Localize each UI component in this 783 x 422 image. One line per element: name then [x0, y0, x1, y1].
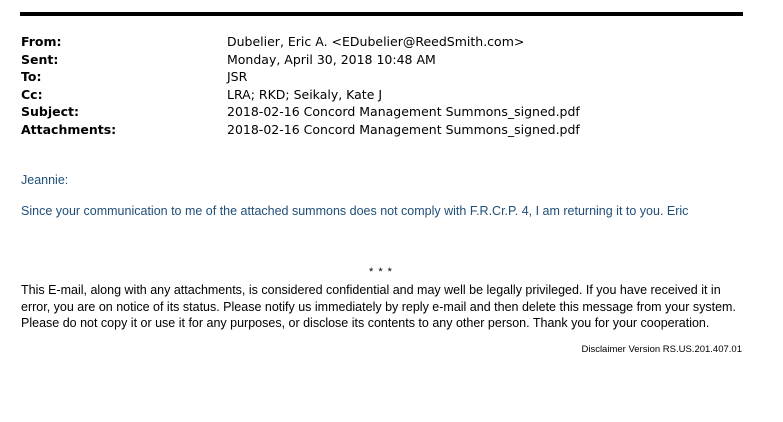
- from-value: Dubelier, Eric A. <EDubelier@ReedSmith.com>: [227, 34, 525, 49]
- header-divider: [20, 12, 743, 16]
- greeting: Jeannie:: [21, 173, 69, 187]
- cc-value: LRA; RKD; Seikaly, Kate J: [227, 86, 383, 102]
- from-label: From:: [21, 34, 62, 49]
- disclaimer-text: This E-mail, along with any attachments, is considered confidential and may well be legally privileged. If you have received it in error, you are on notice of its status. Please notify us immediately by reply e-mail and then delete this message from your system. Please do not copy it or use it for any purposes, or disclose its contents to any other person. Thank you for your cooperation.: [21, 283, 736, 330]
- sent-label: Sent:: [21, 51, 59, 67]
- to-label: To:: [21, 69, 42, 85]
- disclaimer-version: Disclaimer Version RS.US.201.407.01: [581, 344, 742, 355]
- separator: * * *: [369, 266, 393, 278]
- cc-label: Cc:: [21, 86, 43, 102]
- to-value: JSR: [227, 69, 248, 85]
- subject-label: Subject:: [21, 104, 79, 120]
- subject-value: 2018-02-16 Concord Management Summons_signed.pdf: [227, 104, 580, 120]
- attachments-label: Attachments:: [21, 121, 117, 137]
- sent-value: Monday, April 30, 2018 10:48 AM: [227, 51, 436, 67]
- message-text: Since your communication to me of the attached summons does not comply with F.R.Cr.P. 4, I am returning it to you. Eric: [21, 204, 689, 218]
- attachment-file: 2018-02-16 Concord Management Summons_signed.pdf: [227, 121, 580, 137]
